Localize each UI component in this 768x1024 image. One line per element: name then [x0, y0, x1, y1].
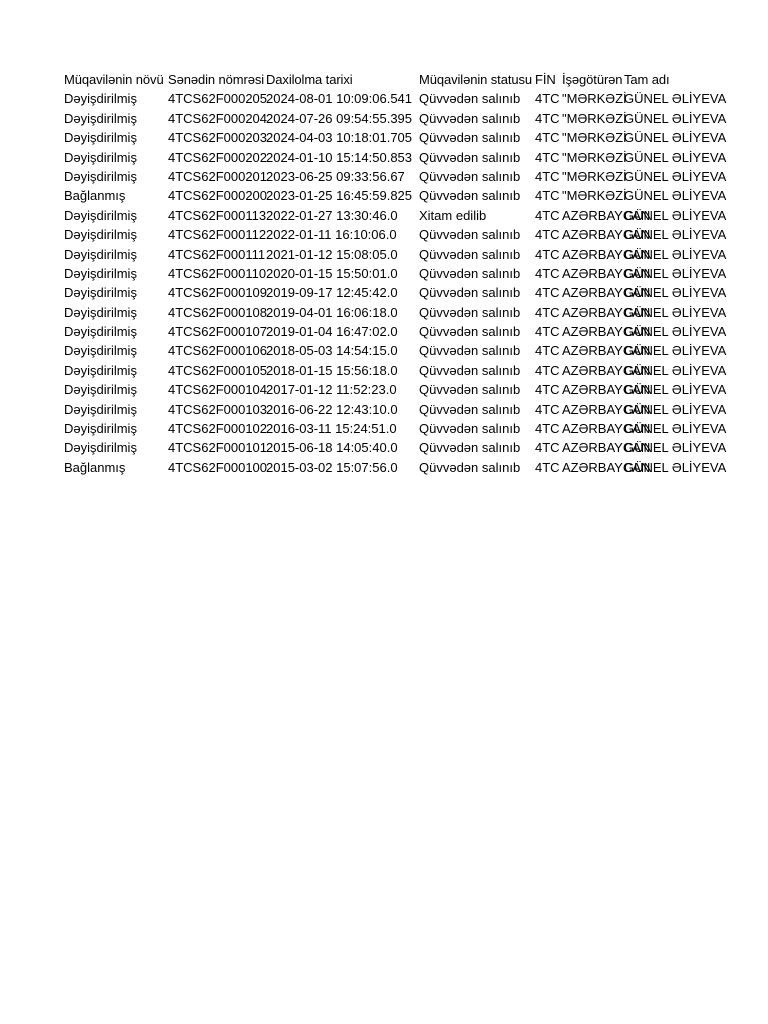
- column-header-fin: FİN: [535, 72, 556, 87]
- cell-type: Dəyişdirilmiş: [64, 421, 137, 437]
- cell-status: Qüvvədən salınıb: [419, 265, 521, 281]
- cell-type: Dəyişdirilmiş: [64, 265, 137, 281]
- cell-date: 2019-01-04 16:47:02.0: [266, 324, 398, 340]
- cell-status: Qüvvədən salınıb: [419, 421, 521, 437]
- cell-doc-no: 4TCS62F000102: [168, 421, 268, 437]
- cell-name: GÜNEL ƏLİYEVA: [624, 421, 727, 437]
- cell-fin: 4TC: [535, 421, 560, 437]
- cell-date: 2015-03-02 15:07:56.0: [266, 459, 398, 475]
- cell-status: Qüvvədən salınıb: [419, 110, 521, 126]
- cell-fin: 4TC: [535, 91, 560, 107]
- cell-type: Dəyişdirilmiş: [64, 246, 137, 262]
- cell-employer: "MƏRKƏZİ: [562, 110, 627, 126]
- cell-date: 2022-01-27 13:30:46.0: [266, 207, 398, 223]
- cell-doc-no: 4TCS62F000104: [168, 382, 268, 398]
- cell-employer: AZƏRBAYCAN: [562, 421, 651, 437]
- cell-fin: 4TC: [535, 207, 560, 223]
- cell-fin: 4TC: [535, 149, 560, 165]
- cell-fin: 4TC: [535, 110, 560, 126]
- cell-status: Qüvvədən salınıb: [419, 324, 521, 340]
- cell-name: GÜNEL ƏLİYEVA: [624, 149, 727, 165]
- cell-date: 2018-05-03 14:54:15.0: [266, 343, 398, 359]
- cell-name: GÜNEL ƏLİYEVA: [624, 130, 727, 146]
- cell-type: Dəyişdirilmiş: [64, 343, 137, 359]
- cell-fin: 4TC: [535, 285, 560, 301]
- cell-fin: 4TC: [535, 188, 560, 204]
- cell-doc-no: 4TCS62F000111: [168, 246, 266, 262]
- cell-date: 2019-04-01 16:06:18.0: [266, 304, 398, 320]
- cell-name: GÜNEL ƏLİYEVA: [624, 362, 727, 378]
- column-header-type: Müqavilənin növü: [64, 72, 164, 87]
- cell-doc-no: 4TCS62F000204: [168, 110, 268, 126]
- cell-type: Dəyişdirilmiş: [64, 110, 137, 126]
- cell-type: Dəyişdirilmiş: [64, 207, 137, 223]
- cell-employer: "MƏRKƏZİ: [562, 149, 627, 165]
- cell-status: Qüvvədən salınıb: [419, 401, 521, 417]
- cell-fin: 4TC: [535, 324, 560, 340]
- cell-date: 2022-01-11 16:10:06.0: [266, 227, 397, 243]
- cell-employer: AZƏRBAYCAN: [562, 246, 651, 262]
- cell-doc-no: 4TCS62F000205: [168, 91, 268, 107]
- cell-date: 2023-01-25 16:45:59.825: [266, 188, 413, 204]
- cell-type: Dəyişdirilmiş: [64, 401, 137, 417]
- cell-date: 2023-06-25 09:33:56.67: [266, 168, 405, 184]
- cell-status: Qüvvədən salınıb: [419, 130, 521, 146]
- cell-fin: 4TC: [535, 382, 560, 398]
- cell-employer: AZƏRBAYCAN: [562, 304, 651, 320]
- cell-type: Dəyişdirilmiş: [64, 304, 137, 320]
- column-header-date: Daxilolma tarixi: [266, 72, 353, 87]
- cell-doc-no: 4TCS62F000106: [168, 343, 268, 359]
- cell-type: Dəyişdirilmiş: [64, 168, 137, 184]
- cell-date: 2024-08-01 10:09:06.541: [266, 91, 413, 107]
- cell-type: Dəyişdirilmiş: [64, 285, 137, 301]
- cell-status: Qüvvədən salınıb: [419, 343, 521, 359]
- cell-date: 2016-06-22 12:43:10.0: [266, 401, 398, 417]
- cell-employer: AZƏRBAYCAN: [562, 227, 651, 243]
- cell-type: Dəyişdirilmiş: [64, 91, 137, 107]
- cell-fin: 4TC: [535, 265, 560, 281]
- cell-doc-no: 4TCS62F000105: [168, 362, 268, 378]
- cell-doc-no: 4TCS62F000101: [168, 440, 268, 456]
- cell-date: 2015-06-18 14:05:40.0: [266, 440, 398, 456]
- cell-status: Xitam edilib: [419, 207, 487, 223]
- cell-status: Qüvvədən salınıb: [419, 149, 521, 165]
- cell-employer: AZƏRBAYCAN: [562, 362, 651, 378]
- cell-fin: 4TC: [535, 246, 560, 262]
- column-header-name: Tam adı: [624, 72, 670, 87]
- cell-employer: AZƏRBAYCAN: [562, 382, 651, 398]
- cell-name: GÜNEL ƏLİYEVA: [624, 285, 727, 301]
- cell-doc-no: 4TCS62F000109: [168, 285, 268, 301]
- cell-type: Bağlanmış: [64, 459, 126, 475]
- cell-date: 2016-03-11 15:24:51.0: [266, 421, 397, 437]
- column-header-status: Müqavilənin statusu: [419, 72, 532, 87]
- cell-name: GÜNEL ƏLİYEVA: [624, 110, 727, 126]
- cell-name: GÜNEL ƏLİYEVA: [624, 188, 727, 204]
- cell-status: Qüvvədən salınıb: [419, 304, 521, 320]
- cell-name: GÜNEL ƏLİYEVA: [624, 459, 727, 475]
- cell-name: GÜNEL ƏLİYEVA: [624, 343, 727, 359]
- cell-employer: AZƏRBAYCAN: [562, 285, 651, 301]
- cell-name: GÜNEL ƏLİYEVA: [624, 304, 727, 320]
- cell-date: 2017-01-12 11:52:23.0: [266, 382, 397, 398]
- cell-type: Dəyişdirilmiş: [64, 362, 137, 378]
- cell-employer: "MƏRKƏZİ: [562, 188, 627, 204]
- cell-name: GÜNEL ƏLİYEVA: [624, 382, 727, 398]
- cell-doc-no: 4TCS62F000108: [168, 304, 268, 320]
- cell-fin: 4TC: [535, 459, 560, 475]
- column-header-doc-no: Sənədin nömrəsi: [168, 72, 265, 87]
- cell-doc-no: 4TCS62F000103: [168, 401, 268, 417]
- cell-doc-no: 4TCS62F000113: [168, 207, 267, 223]
- cell-status: Qüvvədən salınıb: [419, 188, 521, 204]
- cell-status: Qüvvədən salınıb: [419, 440, 521, 456]
- cell-date: 2019-09-17 12:45:42.0: [266, 285, 398, 301]
- cell-name: GÜNEL ƏLİYEVA: [624, 324, 727, 340]
- cell-date: 2024-04-03 10:18:01.705: [266, 130, 413, 146]
- cell-name: GÜNEL ƏLİYEVA: [624, 246, 727, 262]
- cell-type: Bağlanmış: [64, 188, 126, 204]
- cell-doc-no: 4TCS62F000202: [168, 149, 268, 165]
- cell-doc-no: 4TCS62F000112: [168, 227, 267, 243]
- cell-fin: 4TC: [535, 130, 560, 146]
- cell-fin: 4TC: [535, 304, 560, 320]
- cell-fin: 4TC: [535, 362, 560, 378]
- cell-fin: 4TC: [535, 227, 560, 243]
- cell-type: Dəyişdirilmiş: [64, 227, 137, 243]
- cell-doc-no: 4TCS62F000110: [168, 265, 267, 281]
- cell-date: 2018-01-15 15:56:18.0: [266, 362, 398, 378]
- cell-employer: "MƏRKƏZİ: [562, 91, 627, 107]
- cell-fin: 4TC: [535, 343, 560, 359]
- cell-status: Qüvvədən salınıb: [419, 246, 521, 262]
- cell-name: GÜNEL ƏLİYEVA: [624, 91, 727, 107]
- cell-doc-no: 4TCS62F000203: [168, 130, 268, 146]
- cell-name: GÜNEL ƏLİYEVA: [624, 440, 727, 456]
- cell-employer: AZƏRBAYCAN: [562, 459, 651, 475]
- cell-date: 2024-01-10 15:14:50.853: [266, 149, 413, 165]
- cell-employer: AZƏRBAYCAN: [562, 207, 651, 223]
- cell-date: 2020-01-15 15:50:01.0: [266, 265, 398, 281]
- cell-fin: 4TC: [535, 440, 560, 456]
- cell-type: Dəyişdirilmiş: [64, 130, 137, 146]
- cell-name: GÜNEL ƏLİYEVA: [624, 207, 727, 223]
- cell-doc-no: 4TCS62F000200: [168, 188, 268, 204]
- cell-doc-no: 4TCS62F000201: [168, 168, 268, 184]
- cell-employer: AZƏRBAYCAN: [562, 401, 651, 417]
- cell-employer: "MƏRKƏZİ: [562, 168, 627, 184]
- cell-status: Qüvvədən salınıb: [419, 362, 521, 378]
- cell-employer: AZƏRBAYCAN: [562, 440, 651, 456]
- cell-status: Qüvvədən salınıb: [419, 285, 521, 301]
- cell-employer: AZƏRBAYCAN: [562, 265, 651, 281]
- cell-type: Dəyişdirilmiş: [64, 324, 137, 340]
- cell-type: Dəyişdirilmiş: [64, 440, 137, 456]
- cell-name: GÜNEL ƏLİYEVA: [624, 265, 727, 281]
- cell-status: Qüvvədən salınıb: [419, 382, 521, 398]
- cell-date: 2024-07-26 09:54:55.395: [266, 110, 413, 126]
- cell-employer: "MƏRKƏZİ: [562, 130, 627, 146]
- cell-name: GÜNEL ƏLİYEVA: [624, 401, 727, 417]
- cell-status: Qüvvədən salınıb: [419, 91, 521, 107]
- column-header-employer: İşəgötürən: [562, 72, 623, 87]
- cell-status: Qüvvədən salınıb: [419, 459, 521, 475]
- cell-doc-no: 4TCS62F000100: [168, 459, 268, 475]
- cell-employer: AZƏRBAYCAN: [562, 324, 651, 340]
- cell-status: Qüvvədən salınıb: [419, 168, 521, 184]
- cell-name: GÜNEL ƏLİYEVA: [624, 168, 727, 184]
- cell-name: GÜNEL ƏLİYEVA: [624, 227, 727, 243]
- cell-fin: 4TC: [535, 401, 560, 417]
- cell-fin: 4TC: [535, 168, 560, 184]
- cell-doc-no: 4TCS62F000107: [168, 324, 268, 340]
- cell-type: Dəyişdirilmiş: [64, 382, 137, 398]
- cell-status: Qüvvədən salınıb: [419, 227, 521, 243]
- cell-type: Dəyişdirilmiş: [64, 149, 137, 165]
- cell-employer: AZƏRBAYCAN: [562, 343, 651, 359]
- cell-date: 2021-01-12 15:08:05.0: [266, 246, 398, 262]
